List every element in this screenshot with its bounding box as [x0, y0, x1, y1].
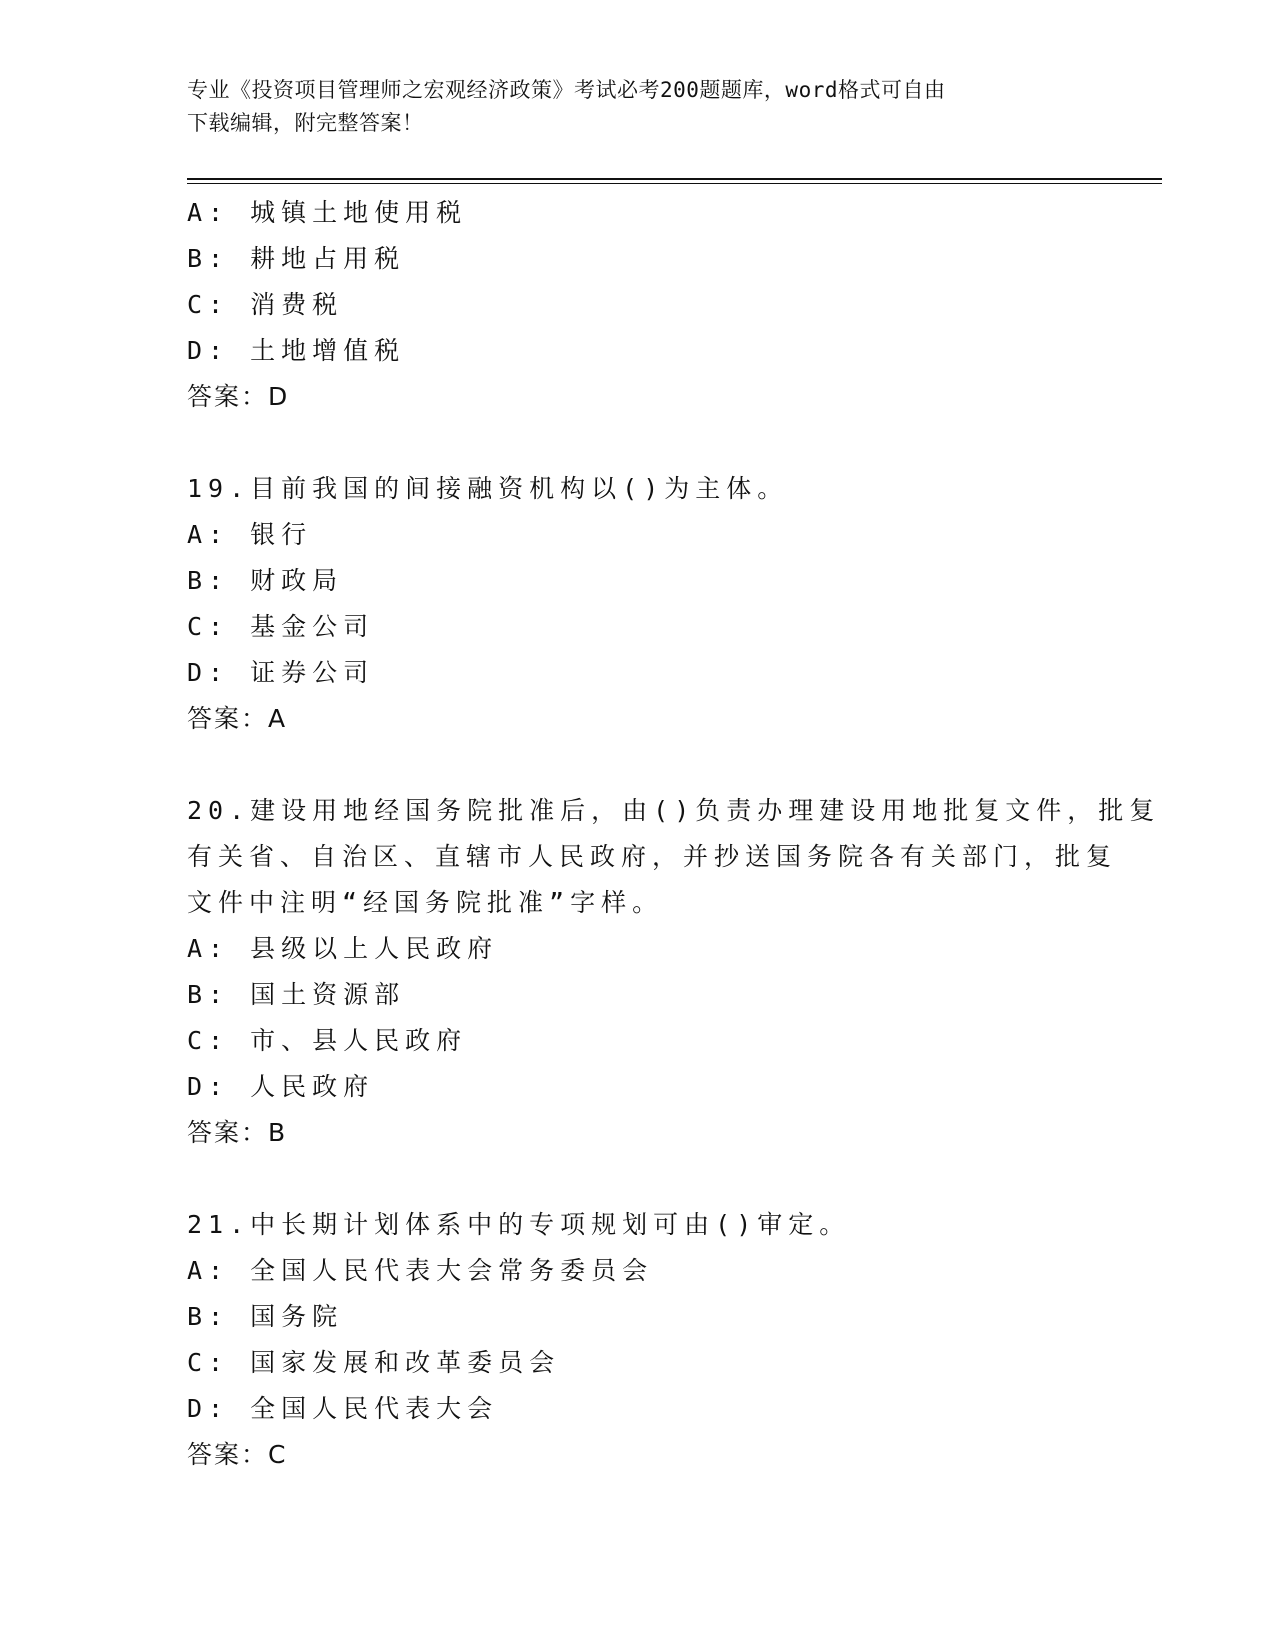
option-a: A: 银行	[187, 520, 313, 549]
option-d: D: 全国人民代表大会	[187, 1394, 499, 1423]
option-d: D: 人民政府	[187, 1072, 375, 1101]
question-block	[187, 190, 1162, 420]
option-b: B: 财政局	[187, 566, 344, 595]
option-b: B: 耕地占用税	[187, 244, 406, 273]
block-spacer	[187, 742, 1162, 788]
question-block	[187, 788, 1162, 1156]
header-title-line-2: 下载编辑，附完整答案！	[187, 111, 424, 135]
question-block	[187, 1202, 1162, 1478]
option-c: C: 消费税	[187, 290, 344, 319]
document-page	[187, 0, 1162, 1650]
answer-line: 答案：D	[187, 382, 290, 411]
option-d: D: 证券公司	[187, 658, 375, 687]
option-b: B: 国土资源部	[187, 980, 406, 1009]
option-d: D: 土地增值税	[187, 336, 406, 365]
question-text: 21.中长期计划体系中的专项规划可由()审定。	[187, 1210, 851, 1239]
option-b: B: 国务院	[187, 1302, 344, 1331]
question-block	[187, 466, 1162, 742]
answer-line: 答案：A	[187, 704, 288, 733]
header-rule-thick	[187, 178, 1162, 180]
option-c: C: 基金公司	[187, 612, 375, 641]
option-c: C: 国家发展和改革委员会	[187, 1348, 561, 1377]
question-list	[187, 190, 1162, 1478]
question-text-line-2: 有关省、自治区、直辖市人民政府，并抄送国务院各有关部门，批复	[187, 842, 1118, 871]
header-rule-thin	[187, 183, 1162, 184]
option-a: A: 县级以上人民政府	[187, 934, 499, 963]
option-a: A: 全国人民代表大会常务委员会	[187, 1256, 654, 1285]
block-spacer	[187, 420, 1162, 466]
question-text-line-3: 文件中注明“经国务院批准”字样。	[187, 888, 664, 917]
document-header	[187, 74, 1087, 140]
option-a: A: 城镇土地使用税	[187, 198, 468, 227]
question-text-line-1: 20.建设用地经国务院批准后，由()负责办理建设用地批复文件，批复	[187, 796, 1161, 825]
option-c: C: 市、县人民政府	[187, 1026, 468, 1055]
block-spacer	[187, 1156, 1162, 1202]
answer-line: 答案：C	[187, 1440, 288, 1469]
answer-line: 答案：B	[187, 1118, 288, 1147]
header-title-line-1: 专业《投资项目管理师之宏观经济政策》考试必考200题题库，word格式可自由	[187, 78, 946, 102]
question-text: 19.目前我国的间接融资机构以()为主体。	[187, 474, 789, 503]
